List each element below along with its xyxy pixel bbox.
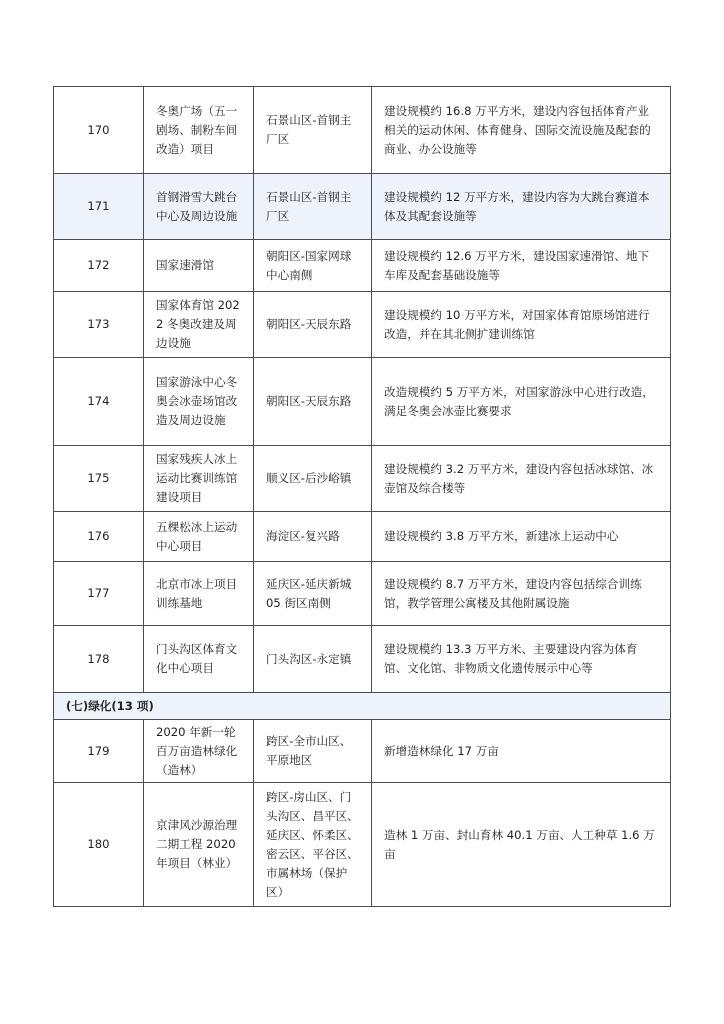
row-number: 173: [54, 292, 144, 358]
project-scale: 建设规模约 12 万平方米，建设内容为大跳台赛道本体及其配套设施等: [372, 174, 671, 240]
row-number: 177: [54, 562, 144, 626]
table-row: [54, 720, 671, 783]
project-location: 朝阳区-国家网球中心南侧: [254, 240, 372, 292]
project-location: 跨区-全市山区、平原地区: [254, 720, 372, 783]
project-scale: 建设规模约 3.2 万平方米，建设内容包括冰球馆、冰壶馆及综合楼等: [372, 446, 671, 512]
project-name: 首钢滑雪大跳台中心及周边设施: [144, 174, 254, 240]
project-scale: 造林 1 万亩、封山育林 40.1 万亩、人工种草 1.6 万亩: [372, 783, 671, 907]
project-name: 北京市冰上项目训练基地: [144, 562, 254, 626]
row-number: 175: [54, 446, 144, 512]
table-row: [54, 562, 671, 626]
row-number: 172: [54, 240, 144, 292]
project-scale: 建设规模约 13.3 万平方米、主要建设内容为体育馆、文化馆、非物质文化遗传展示中心等: [372, 626, 671, 693]
project-name: 京津风沙源治理二期工程 2020 年项目（林业）: [144, 783, 254, 907]
project-location: 石景山区-首钢主厂区: [254, 87, 372, 174]
project-name: 冬奥广场（五一剧场、制粉车间改造）项目: [144, 87, 254, 174]
row-number: 176: [54, 512, 144, 562]
project-scale: 建设规模约 10 万平方米，对国家体育馆原场馆进行改造，并在其北侧扩建训练馆: [372, 292, 671, 358]
project-table: [53, 86, 671, 907]
row-number: 180: [54, 783, 144, 907]
table-row: [54, 446, 671, 512]
row-number: 171: [54, 174, 144, 240]
section-header-row: [54, 693, 671, 720]
project-location: 跨区-房山区、门头沟区、昌平区、延庆区、怀柔区、密云区、平谷区、市属林场（保护区）: [254, 783, 372, 907]
row-number: 174: [54, 358, 144, 446]
table-row: [54, 512, 671, 562]
project-location: 石景山区-首钢主厂区: [254, 174, 372, 240]
project-name: 国家体育馆 2022 冬奥改建及周边设施: [144, 292, 254, 358]
table-row: [54, 174, 671, 240]
project-name: 五棵松冰上运动中心项目: [144, 512, 254, 562]
project-location: 朝阳区-天辰东路: [254, 358, 372, 446]
table-row: [54, 783, 671, 907]
project-location: 朝阳区-天辰东路: [254, 292, 372, 358]
project-location: 海淀区-复兴路: [254, 512, 372, 562]
table-row: [54, 358, 671, 446]
project-scale: 建设规模约 12.6 万平方米，建设国家速滑馆、地下车库及配套基础设施等: [372, 240, 671, 292]
project-scale: 建设规模约 16.8 万平方米，建设内容包括体育产业相关的运动休闲、体育健身、国际交流设施及配套的商业、办公设施等: [372, 87, 671, 174]
project-scale: 新增造林绿化 17 万亩: [372, 720, 671, 783]
row-number: 170: [54, 87, 144, 174]
project-name: 国家速滑馆: [144, 240, 254, 292]
project-name: 国家残疾人冰上运动比赛训练馆建设项目: [144, 446, 254, 512]
table-row: [54, 87, 671, 174]
table-row: [54, 626, 671, 693]
section-title: (七)绿化(13 项): [54, 693, 671, 720]
project-name: 门头沟区体育文化中心项目: [144, 626, 254, 693]
project-location: 门头沟区-永定镇: [254, 626, 372, 693]
table-row: [54, 292, 671, 358]
table-row: [54, 240, 671, 292]
project-scale: 改造规模约 5 万平方米，对国家游泳中心进行改造，满足冬奥会冰壶比赛要求: [372, 358, 671, 446]
project-name: 2020 年新一轮百万亩造林绿化（造林）: [144, 720, 254, 783]
project-scale: 建设规模约 8.7 万平方米，建设内容包括综合训练馆，教学管理公寓楼及其他附属设施: [372, 562, 671, 626]
project-location: 延庆区-延庆新城 05 街区南侧: [254, 562, 372, 626]
row-number: 178: [54, 626, 144, 693]
project-name: 国家游泳中心冬奥会冰壶场馆改造及周边设施: [144, 358, 254, 446]
row-number: 179: [54, 720, 144, 783]
project-scale: 建设规模约 3.8 万平方米，新建冰上运动中心: [372, 512, 671, 562]
project-location: 顺义区-后沙峪镇: [254, 446, 372, 512]
